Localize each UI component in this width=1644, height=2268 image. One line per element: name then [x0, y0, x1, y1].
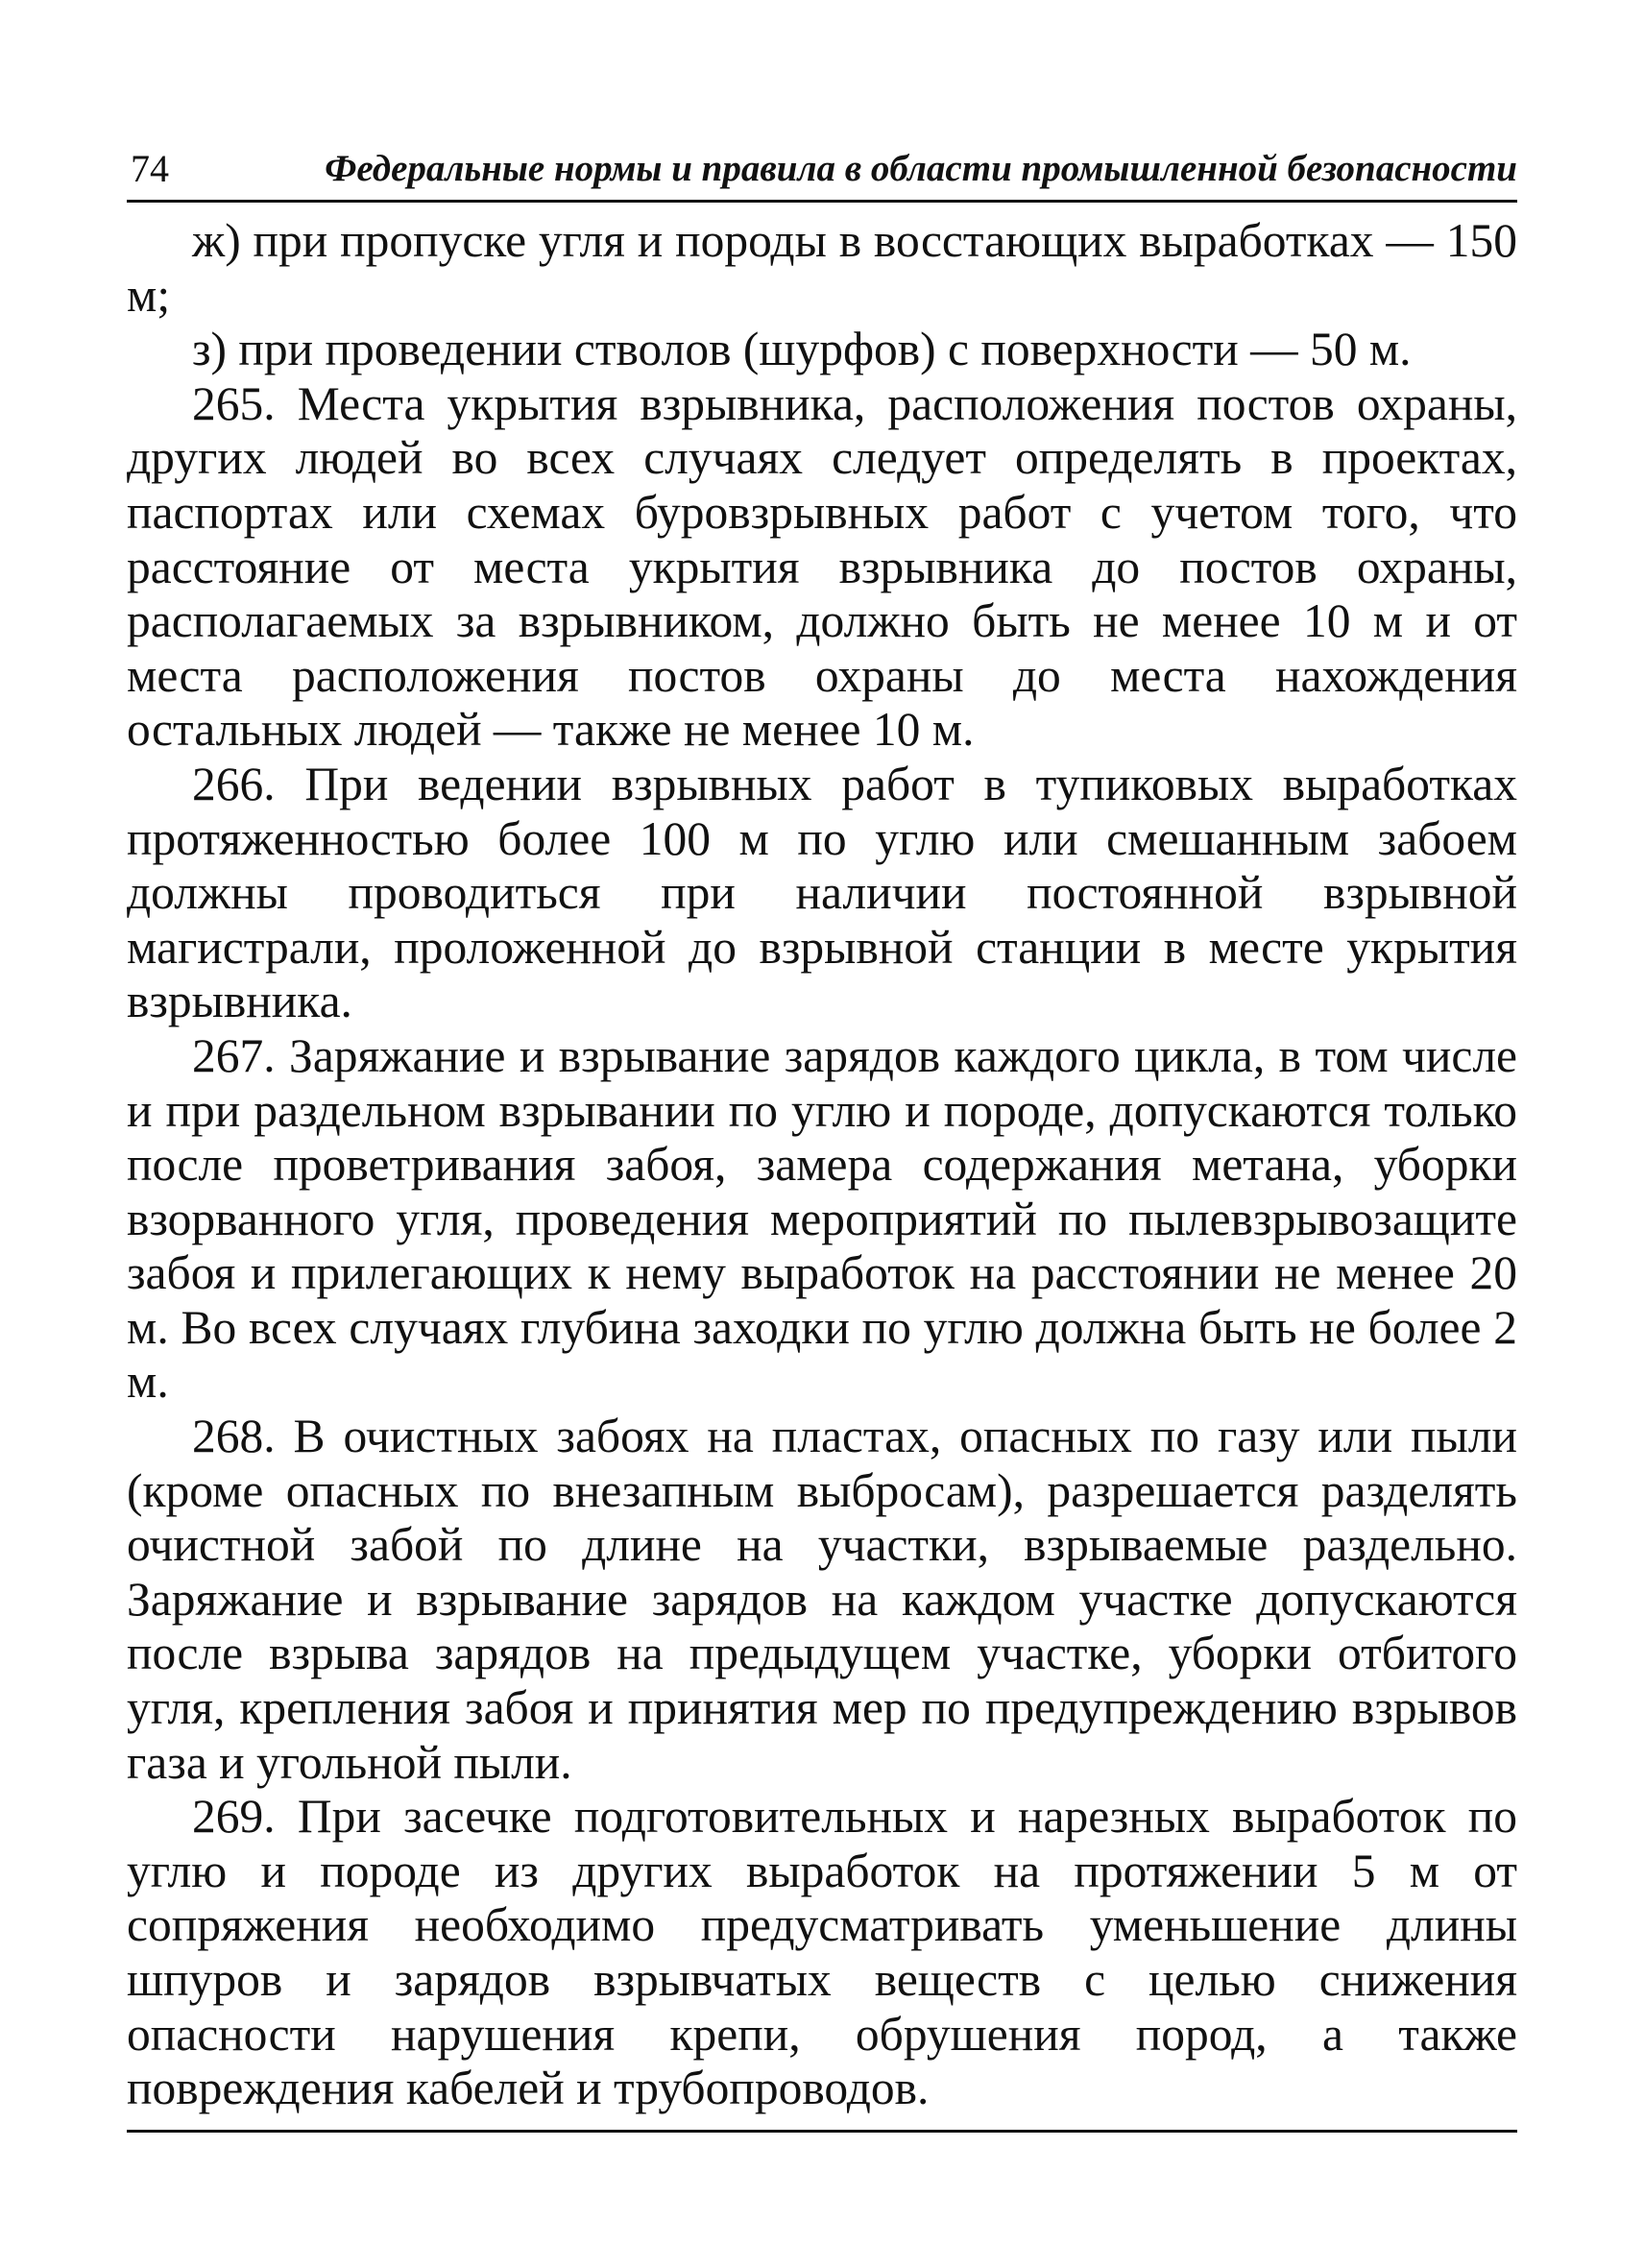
running-title: Федеральные нормы и правила в области промышленной безопасности	[325, 148, 1517, 189]
paragraph-268: 268. В очистных забоях на пластах, опасных по газу или пыли (кроме опасных по внезапным выбросам), разрешается разделять очистной забой по длине на участки, взрываемые раздельно. Заряжание и взрывание зарядов на каждом участке допускаются после взрыва зарядов на предыдущем участке, уборки отбитого угля, крепления забоя и принятия мер по предупреждению взрывов газа и угольной пыли.	[127, 1410, 1517, 1789]
paragraph-265: 265. Места укрытия взрывника, расположения постов охраны, других людей во всех случаях следует определять в проектах, паспортах или схемах буровзрывных работ с учетом того, что расстояние от места укрытия взрывника до постов охраны, располагаемых за взрывником, должно быть не менее 10 м и от места расположения постов охраны до места нахождения остальных людей — также не менее 10 м.	[127, 376, 1517, 757]
page-number: 74	[131, 147, 169, 190]
paragraph-267: 267. Заряжание и взрывание зарядов каждого цикла, в том числе и при раздельном взрывании по углю и породе, допускаются только после проветривания забоя, замера содержания метана, уборки взорванного угля, проведения мероприятий по пылевзрывозащите забоя и прилегающих к нему выработок на расстоянии не менее 20 м. Во всех случаях глубина заходки по углю должна быть не более 2 м.	[127, 1028, 1517, 1409]
bottom-rule	[127, 2130, 1517, 2133]
paragraph-item-z: з) при проведении стволов (шурфов) с поверхности — 50 м.	[192, 323, 1412, 376]
running-header	[127, 144, 1517, 203]
paragraph-item-zh: ж) при пропуске угля и породы в восстающих выработках — 150 м;	[127, 214, 1517, 322]
body-text	[127, 214, 1517, 2116]
paragraph-266: 266. При ведении взрывных работ в тупиковых выработках протяженностью более 100 м по углю или смешанным забоем должны проводиться при наличии постоянной взрывной магистрали, проложенной до взрывной станции в месте укрытия взрывника.	[127, 757, 1517, 1028]
paragraph-269: 269. При засечке подготовительных и нарезных выработок по углю и породе из других выработок на протяжении 5 м от сопряжения необходимо предусматривать уменьшение длины шпуров и зарядов взрывчатых веществ с целью снижения опасности нарушения крепи, обрушения пород, а также повреждения кабелей и трубопроводов.	[127, 1790, 1517, 2115]
